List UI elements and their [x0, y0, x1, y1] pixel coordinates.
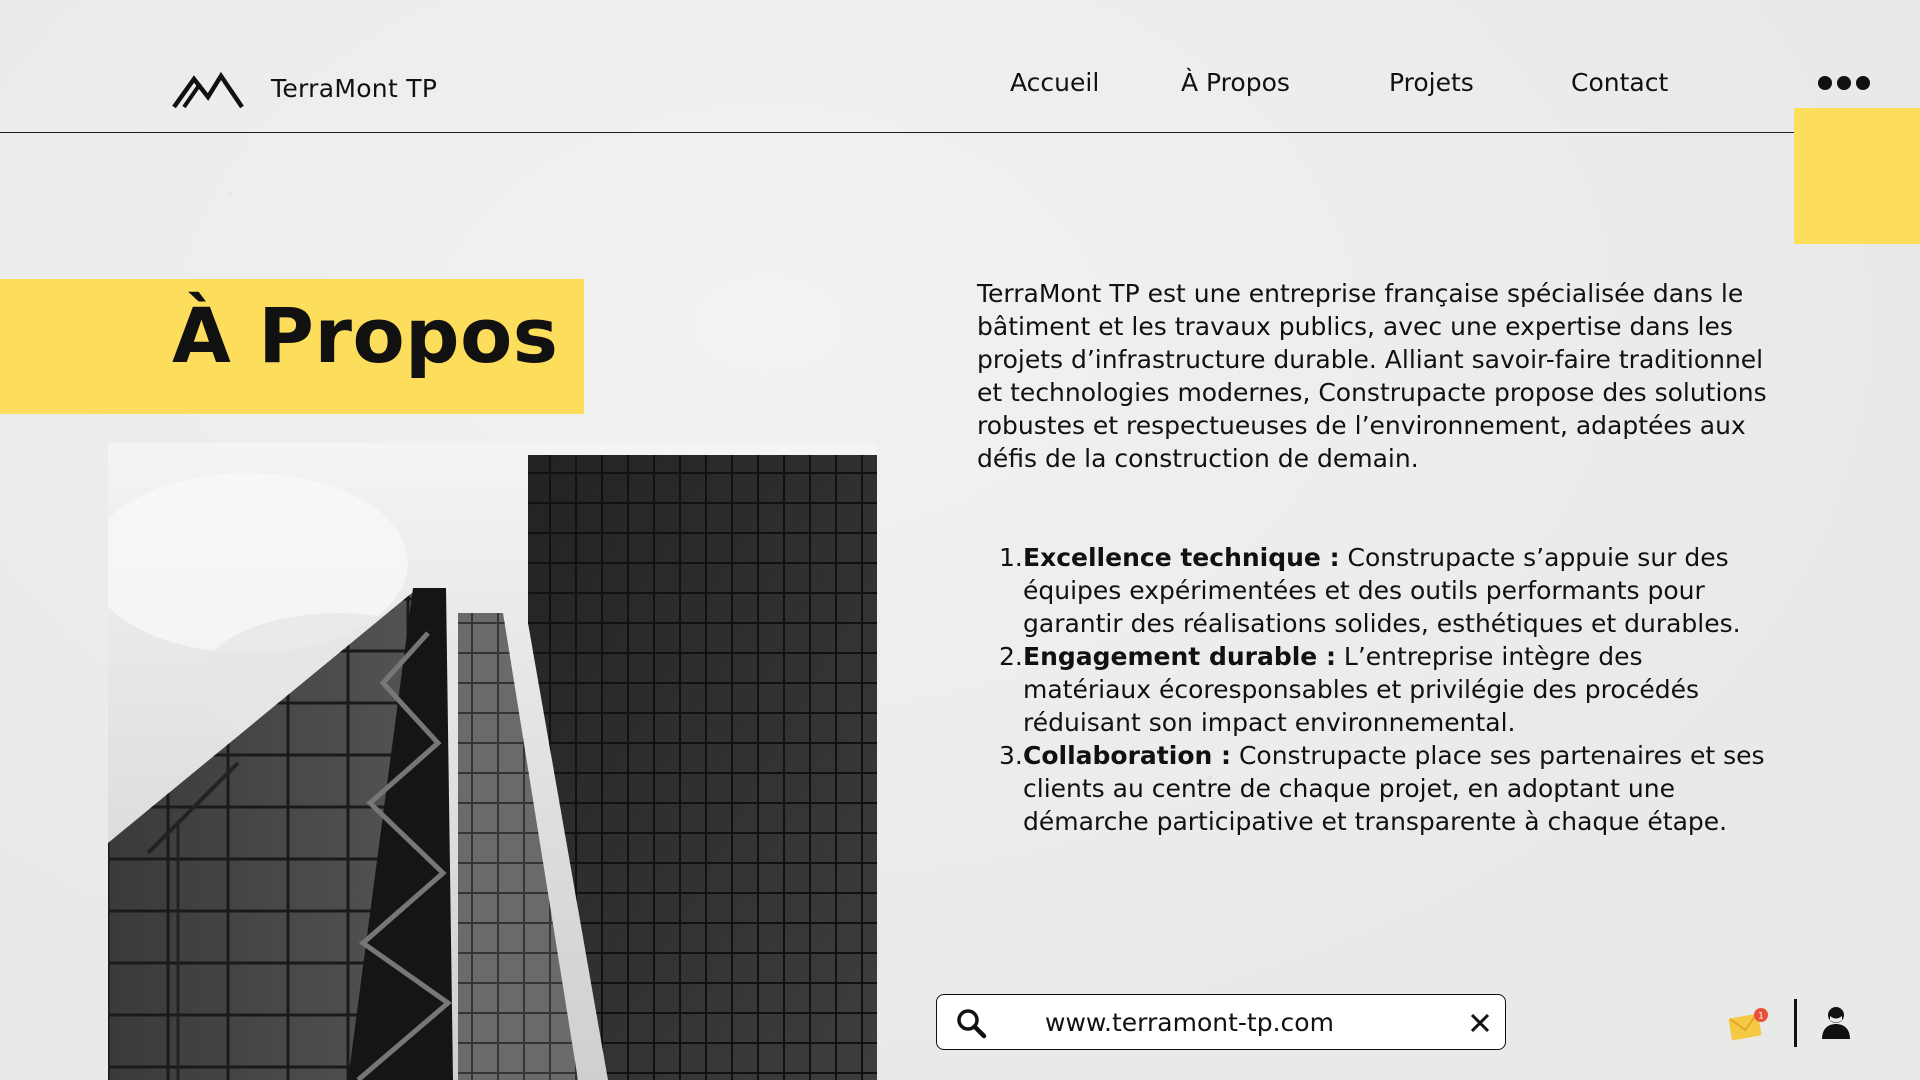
- nav-accueil[interactable]: Accueil: [1010, 68, 1100, 97]
- decorative-yellow-block: [1794, 108, 1920, 244]
- value-title: Excellence technique :: [1023, 543, 1340, 572]
- value-text: Construpacte place ses partenaires et ses clients au centre de chaque projet, en adoptant une démarche participative et transparente à chaque étape.: [1023, 741, 1765, 836]
- top-navbar: [0, 0, 1794, 133]
- list-item: [977, 541, 1767, 640]
- mountain-logo-icon[interactable]: [172, 70, 244, 110]
- search-icon[interactable]: [955, 1007, 987, 1039]
- nav-projets[interactable]: Projets: [1389, 68, 1474, 97]
- brand-name[interactable]: TerraMont TP: [271, 74, 438, 103]
- dot: [1837, 76, 1851, 90]
- list-number: 2.: [999, 642, 1023, 671]
- badge-count: 1: [1758, 1011, 1764, 1022]
- value-text: L’entreprise intègre des matériaux écoresponsables et privilégie des procédés réduisant son impact environnemental.: [1023, 642, 1700, 737]
- list-item: [977, 739, 1767, 838]
- value-text: Construpacte s’appuie sur des équipes expérimentées et des outils performants pour garantir des réalisations solides, esthétiques et durables.: [1023, 543, 1741, 638]
- skyscraper-illustration: [108, 443, 877, 1080]
- list-number: 3.: [999, 741, 1023, 770]
- page-title: À Propos: [172, 291, 559, 380]
- mail-icon[interactable]: [1728, 1006, 1770, 1042]
- dot: [1856, 76, 1870, 90]
- value-title: Collaboration :: [1023, 741, 1231, 770]
- search-input[interactable]: [1045, 1004, 1425, 1040]
- nav-a-propos[interactable]: À Propos: [1181, 68, 1290, 97]
- skyscraper-photo: [108, 443, 877, 1080]
- divider: [1794, 999, 1797, 1047]
- company-description: TerraMont TP est une entreprise française spécialisée dans le bâtiment et les travaux publics, avec une expertise dans les projets d’infrastructure durable. Alliant savoir-faire traditionnel et technologies modernes, Construpacte propose des solutions robustes et respectueuses de l’environnement, adaptées aux défis de la construction de demain.: [977, 279, 1767, 473]
- url-search-bar[interactable]: [936, 994, 1506, 1050]
- user-icon[interactable]: [1820, 1004, 1852, 1040]
- nav-contact[interactable]: Contact: [1571, 68, 1669, 97]
- dot: [1818, 76, 1832, 90]
- close-icon[interactable]: [1469, 1012, 1491, 1034]
- list-item: [977, 640, 1767, 739]
- more-dots-icon[interactable]: [1818, 76, 1870, 90]
- company-values-list: [977, 541, 1767, 838]
- list-number: 1.: [999, 543, 1023, 572]
- value-title: Engagement durable :: [1023, 642, 1336, 671]
